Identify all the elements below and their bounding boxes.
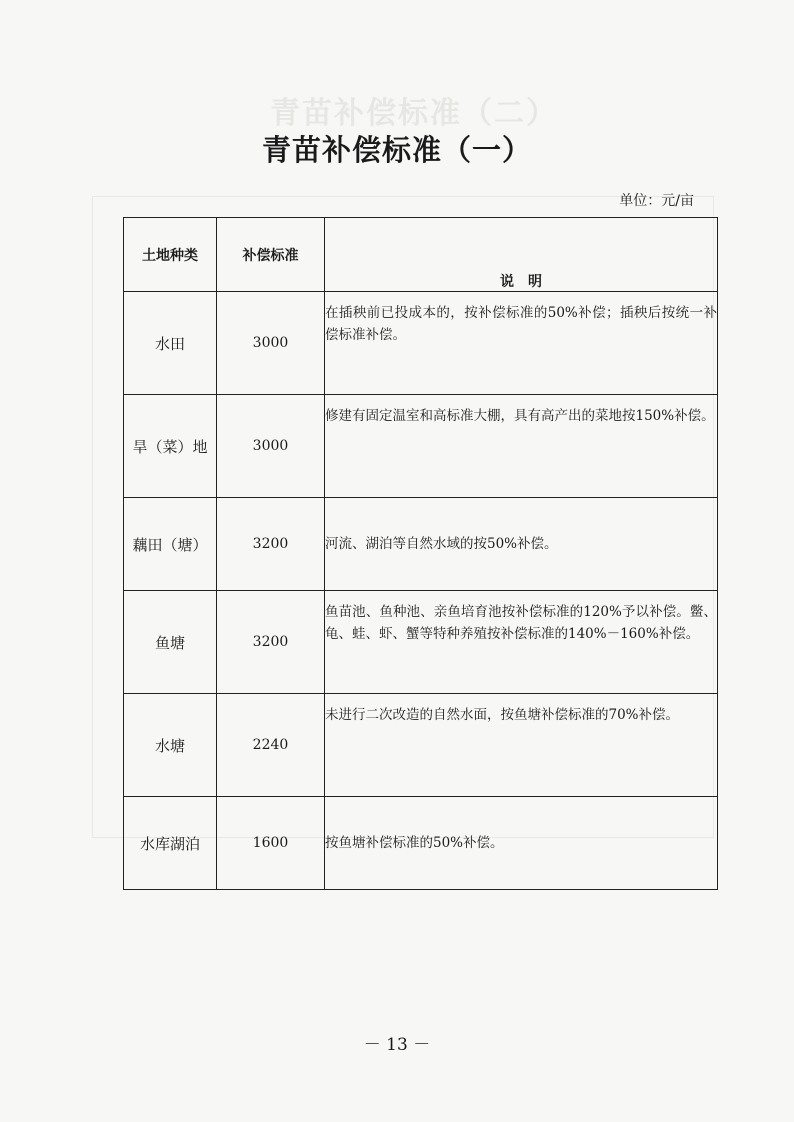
note-cell: 河流、湖泊等自然水域的按50%补偿。 [325,498,718,591]
table-row [124,797,718,890]
compensation-table [123,217,718,890]
bleed-through-title: 青苗补偿标准（二） [270,96,558,131]
header-note: 说 明 [325,218,718,292]
header-land-type: 土地种类 [124,218,217,292]
note-cell: 在插秧前已投成本的，按补偿标准的50%补偿；插秧后按统一补偿标准补偿。 [325,292,718,395]
rate-cell: 3000 [217,292,325,395]
note-cell: 鱼苗池、鱼种池、亲鱼培育池按补偿标准的120%予以补偿。鳖、龟、蛙、虾、蟹等特种养殖按补偿标准的140%－160%补偿。 [325,591,718,694]
note-cell: 按鱼塘补偿标准的50%补偿。 [325,797,718,890]
header-rate: 补偿标准 [217,218,325,292]
unit-label: 单位：元/亩 [619,193,694,209]
table-row [124,498,718,591]
land-type-cell: 水库湖泊 [124,797,217,890]
land-type-cell: 水塘 [124,694,217,797]
table-row [124,292,718,395]
rate-cell: 2240 [217,694,325,797]
page-title: 青苗补偿标准（一） [261,133,532,167]
land-type-cell: 藕田（塘） [124,498,217,591]
land-type-cell: 旱（菜）地 [124,395,217,498]
table-row [124,591,718,694]
note-cell: 未进行二次改造的自然水面，按鱼塘补偿标准的70%补偿。 [325,694,718,797]
rate-cell: 3200 [217,498,325,591]
land-type-cell: 水田 [124,292,217,395]
rate-cell: 1600 [217,797,325,890]
note-cell: 修建有固定温室和高标准大棚，具有高产出的菜地按150%补偿。 [325,395,718,498]
rate-cell: 3200 [217,591,325,694]
land-type-cell: 鱼塘 [124,591,217,694]
table-header-row [124,218,718,292]
table-row [124,395,718,498]
rate-cell: 3000 [217,395,325,498]
page-number: － 13 － [363,1035,431,1055]
table-row [124,694,718,797]
